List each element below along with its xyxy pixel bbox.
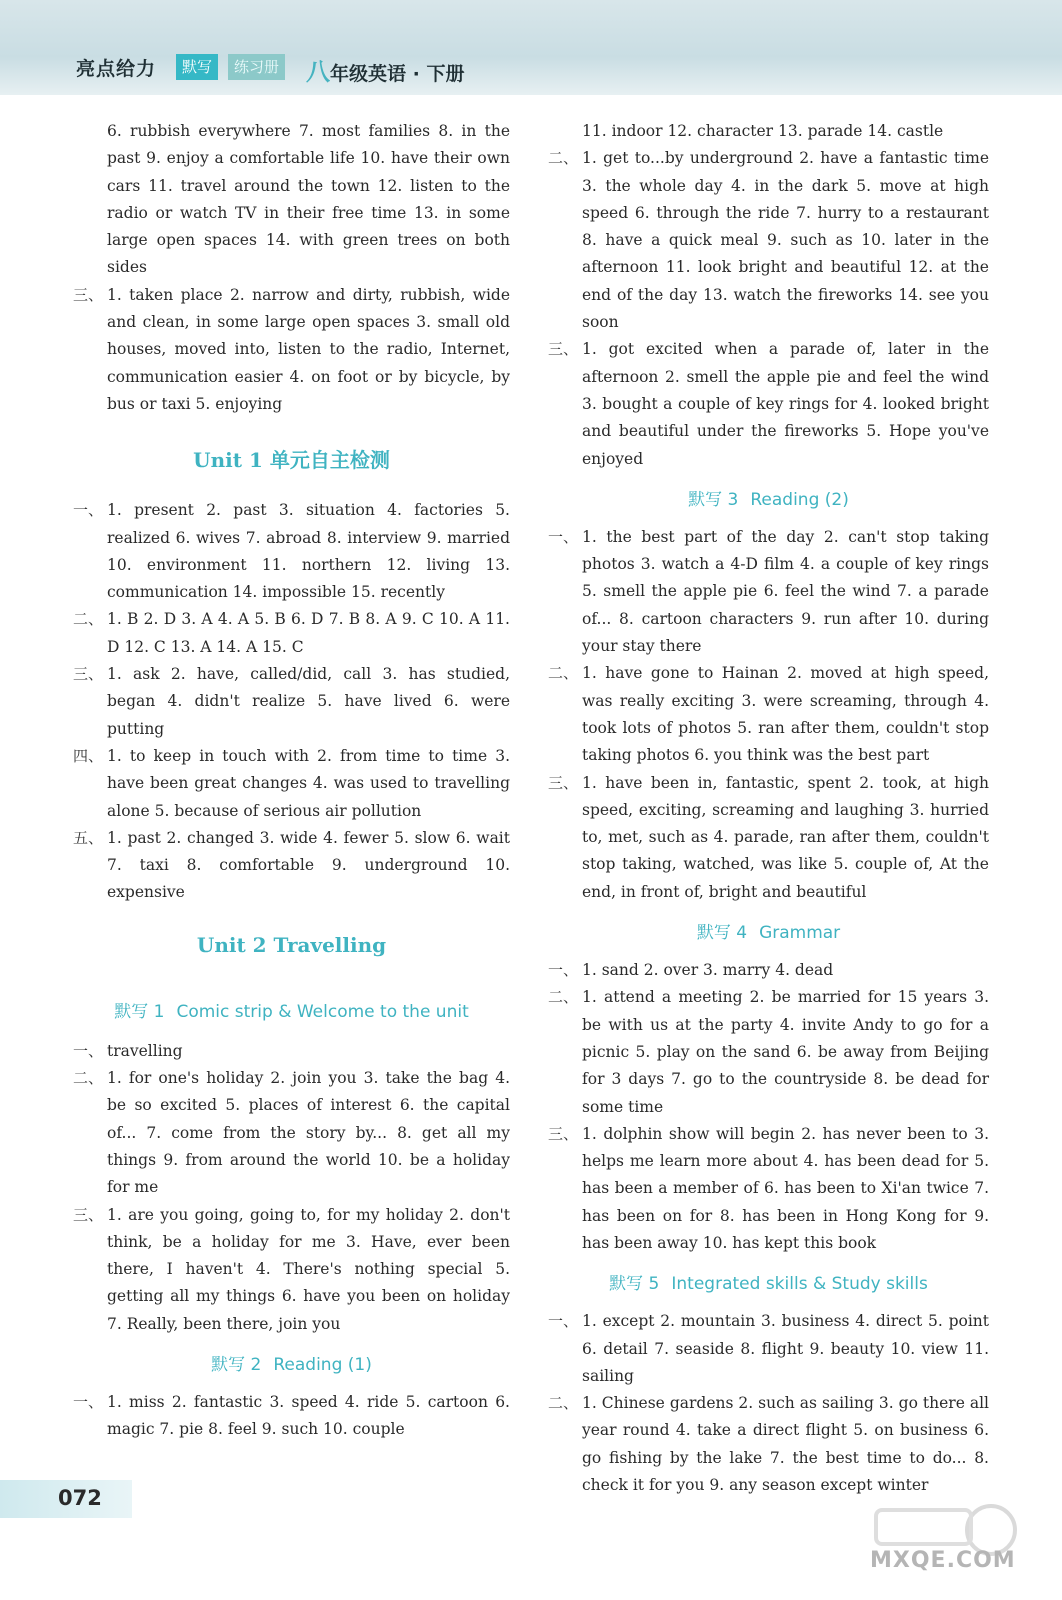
question-number: 三、: [548, 340, 579, 359]
dictation-subtitle: Grammar: [759, 923, 841, 944]
question-number: 二、: [73, 1069, 104, 1088]
answer-text: 1. except 2. mountain 3. business 4. direct 5. point 6. detail 7. seaside 8. flight 9. beauty 10. view 11. sailing: [582, 1312, 989, 1385]
answer-item: [73, 1065, 510, 1201]
answer-text: 1. sand 2. over 3. marry 4. dead: [582, 961, 834, 980]
answer-text: 1. ask 2. have, called/did, call 3. has studied, began 4. didn't realize 5. have lived 6. were putting: [107, 665, 510, 738]
answer-text: 1. B 2. D 3. A 4. A 5. B 6. D 7. B 8. A 9. C 10. A 11. D 12. C 13. A 14. A 15. C: [107, 610, 510, 656]
answer-text: 1. for one's holiday 2. join you 3. take the bag 4. be so excited 5. places of interest 6. the capital of... 7. come from the story by... 8. get all my things 9. from around the world 10. be a holiday for me: [107, 1069, 510, 1197]
answer-item: [548, 1121, 989, 1257]
question-number: 三、: [548, 1124, 579, 1143]
unit1-title: Unit 1 单元自主检测: [193, 448, 390, 473]
dictation-label: 默写 3: [688, 489, 739, 510]
answer-text: 1. have gone to Hainan 2. moved at high speed, was really exciting 3. were screaming, through 4. took lots of photos 5. ran after them, couldn't stop taking photos 6. you think was the best part: [582, 664, 989, 765]
answer-text: 1. attend a meeting 2. be married for 15 years 3. be with us at the party 4. invite Andy to go for a picnic 5. play on the sand 6. be away from Beijing for 3 days 7. go to the countryside 8. be dead for some time: [582, 988, 989, 1116]
dictation-subtitle: Reading (1): [273, 1354, 372, 1375]
watermark-text: MXQE.COM: [870, 1548, 1016, 1573]
answer-text: 1. past 2. changed 3. wide 4. fewer 5. slow 6. wait 7. taxi 8. comfortable 9. underground 10. expensive: [107, 828, 510, 902]
question-number: 一、: [73, 501, 104, 520]
dictation-subtitle: Reading (2): [750, 489, 849, 510]
answer-item: [548, 145, 989, 336]
unit2-title: Unit 2 Travelling: [196, 932, 387, 957]
grade-number: 八: [306, 58, 330, 86]
answer-text: 1. get to...by underground 2. have a fantastic time 3. the whole day 4. in the dark 5. move at high speed 6. through the ride 7. hurry to a restaurant 8. have a quick meal 9. such as 10. later in the afternoon 11. look bright and beautiful 12. at the end of the day 13. watch the fireworks 14. see you soon: [582, 149, 989, 332]
question-number: 一、: [548, 961, 579, 980]
dictation2-title: [73, 1350, 510, 1375]
answer-item: [73, 661, 510, 743]
dictation-label: 默写 4: [696, 923, 748, 944]
dictation-subtitle: Integrated skills & Study skills: [671, 1274, 928, 1295]
watermark-logo-icon: [866, 1500, 1026, 1590]
answer-text: 1. the best part of the day 2. can't stop taking photos 3. watch a 4-D film 4. a couple of key rings 5. smell the apple pie 6. feel the wind 7. a parade of... 8. cartoon characters 9. run after 10. during your stay there: [582, 527, 989, 656]
answer-item: [73, 606, 510, 661]
dictation-label: 默写 1: [114, 1001, 165, 1022]
answer-text: 1. dolphin show will begin 2. has never been to 3. helps me learn more about 4. has been dead for 5. has been a member of 6. has been to Xi'an twice 7. has been on for 8. has been in Hong Kong for 9. has been away 10. has kept this book: [582, 1124, 989, 1252]
answer-text: 11. indoor 12. character 13. parade 14. castle: [582, 122, 944, 140]
answer-item: [548, 118, 989, 145]
answer-item: [548, 984, 989, 1120]
answer-text: 1. have been in, fantastic, spent 2. took, at high speed, exciting, screaming and laughing 3. hurried to, met, such as 4. parade, ran after them, couldn't stop taking, watched, was like 5. couple of, At the end, in front of, bright and beautiful: [582, 773, 989, 901]
page-number-badge: [0, 1480, 132, 1518]
question-number: 二、: [548, 988, 579, 1007]
answer-item: [548, 1308, 989, 1390]
answer-text: 1. are you going, going to, for my holiday 2. don't think, be a holiday for me 3. Have, ever been there, I haven't 4. There's nothing special 5. getting all my things 6. have you been on holiday 7. Really, been there, join you: [107, 1205, 510, 1333]
question-number: 一、: [548, 527, 579, 546]
dictation-label: 默写 5: [609, 1274, 660, 1295]
dictation1-title: [73, 997, 510, 1022]
question-number: 四、: [73, 746, 104, 765]
answer-item: [73, 743, 510, 825]
dictation5-title: [548, 1269, 989, 1294]
answer-text: 1. to keep in touch with 2. from time to time 3. have been great changes 4. was used to travelling alone 5. because of serious air pollution: [107, 746, 510, 820]
question-number: 三、: [73, 665, 104, 684]
question-number: 二、: [548, 149, 579, 168]
answer-text: 1. miss 2. fantastic 3. speed 4. ride 5. cartoon 6. magic 7. pie 8. feel 9. such 10. couple: [107, 1392, 510, 1439]
answer-item: [73, 1202, 510, 1338]
answer-text: 1. taken place 2. narrow and dirty, rubbish, wide and clean, in some large open spaces 3. small old houses, moved into, listen to the radio, Internet, communication easier 4. on foot or by bicycle, by bus or taxi 5. enjoying: [107, 285, 510, 413]
question-number: 三、: [548, 773, 579, 792]
question-number: 三、: [73, 1205, 104, 1224]
answer-text: travelling: [107, 1041, 183, 1060]
dictation-subtitle: Comic strip & Welcome to the unit: [176, 1001, 469, 1022]
dictation-label: 默写 2: [211, 1354, 262, 1375]
answer-text: 1. got excited when a parade of, later in the afternoon 2. smell the apple pie and feel the wind 3. bought a couple of key rings for 4. looked bright and beautiful under the fireworks 5. Hope you've enjoyed: [582, 340, 989, 468]
answer-item: [548, 336, 989, 472]
question-number: 二、: [548, 664, 579, 683]
tag-workbook: 练习册: [228, 54, 285, 80]
grade-title: [306, 52, 464, 87]
answer-item: [73, 1038, 510, 1065]
dictation3-title: [548, 485, 989, 510]
answer-item: [548, 660, 989, 769]
answer-item: [548, 770, 989, 906]
question-number: 二、: [73, 610, 104, 629]
answer-item: [73, 118, 510, 282]
tag-dictation: 默写: [176, 54, 218, 80]
dictation4-title: [548, 918, 989, 943]
answer-item: [73, 825, 510, 907]
answer-item: [73, 1389, 510, 1444]
question-number: 五、: [73, 828, 104, 847]
answer-item: [548, 524, 989, 660]
answer-item: [73, 497, 510, 606]
answer-text: 6. rubbish everywhere 7. most families 8. in the past 9. enjoy a comfortable life 10. have their own cars 11. travel around the town 12. listen to the radio or watch TV in their free time 13. in some large open spaces 14. with green trees on both sides: [107, 122, 510, 277]
page-header: [0, 0, 1062, 95]
question-number: 三、: [73, 285, 104, 304]
answer-item: [73, 282, 510, 418]
answer-item: [548, 957, 989, 984]
brand-title: 亮点给力: [76, 58, 157, 80]
left-column: [73, 118, 510, 1444]
question-number: 一、: [73, 1041, 104, 1060]
question-number: 一、: [73, 1392, 104, 1411]
question-number: 二、: [548, 1394, 579, 1413]
answer-text: 1. Chinese gardens 2. such as sailing 3. go there all year round 4. take a direct flight 5. on business 6. go fishing by the lake 7. the best time to do... 8. check it for you 9. any season except winter: [582, 1394, 989, 1495]
grade-label: 年级英语 · 下册: [330, 63, 465, 85]
question-number: 一、: [548, 1312, 579, 1331]
answer-text: 1. present 2. past 3. situation 4. factories 5. realized 6. wives 7. abroad 8. interview 9. married 10. environment 11. northern 12. living 13. communication 14. impossible 15. recently: [107, 501, 510, 602]
page-number: 072: [58, 1486, 102, 1510]
answer-item: [548, 1390, 989, 1499]
right-column: [548, 118, 989, 1499]
